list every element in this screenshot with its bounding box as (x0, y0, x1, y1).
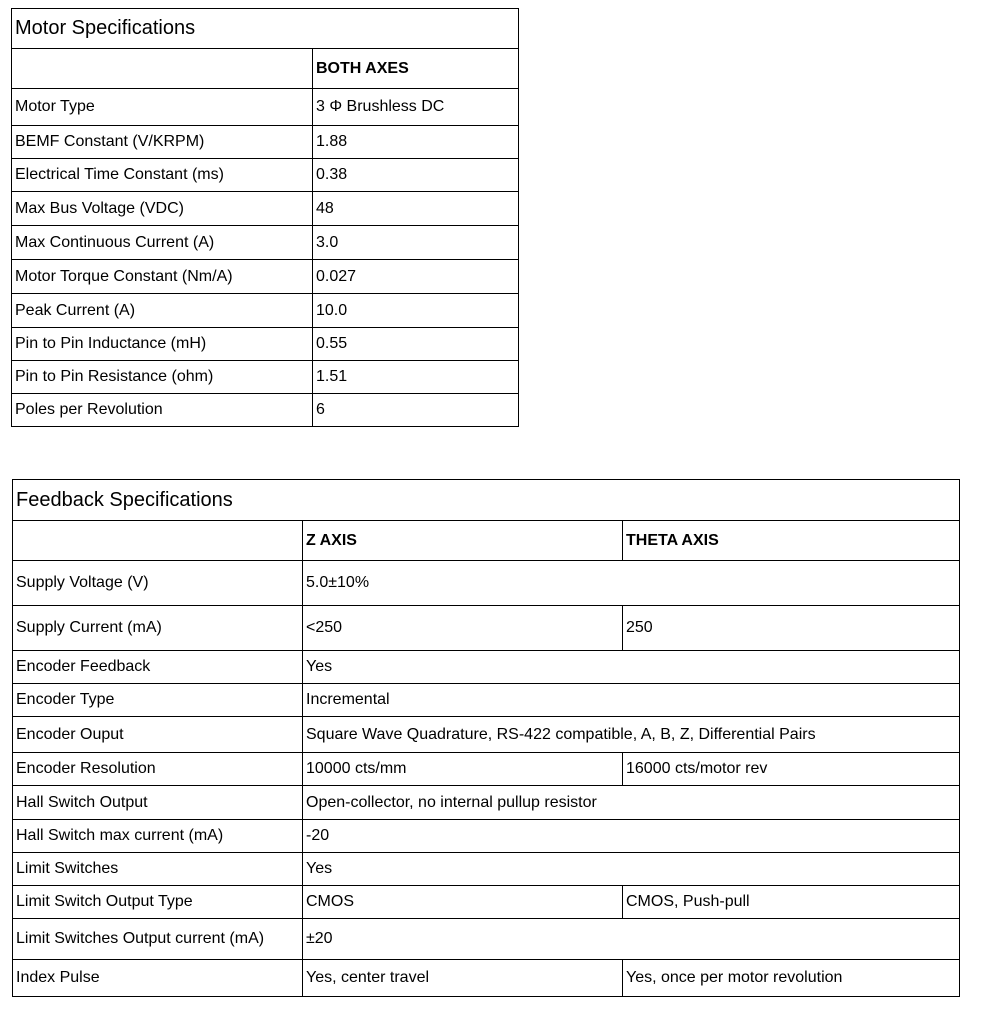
spec-label: BEMF Constant (V/KRPM) (12, 126, 313, 159)
spec-value: 48 (313, 192, 519, 226)
spec-label: Peak Current (A) (12, 294, 313, 328)
spec-label: Encoder Ouput (13, 717, 303, 753)
table-row (12, 294, 519, 328)
spec-label: Max Bus Voltage (VDC) (12, 192, 313, 226)
spec-value: 1.51 (313, 361, 519, 394)
spec-label: Encoder Resolution (13, 753, 303, 786)
table-row (13, 606, 960, 651)
spec-label: Supply Current (mA) (13, 606, 303, 651)
spec-value-z: CMOS (303, 886, 623, 919)
spec-label: Limit Switches (13, 853, 303, 886)
spec-label: Electrical Time Constant (ms) (12, 159, 313, 192)
spec-label: Motor Type (12, 89, 313, 126)
feedback-table-title: Feedback Specifications (13, 480, 960, 521)
motor-header-blank (12, 49, 313, 89)
spec-value-both: ±20 (303, 919, 960, 960)
spec-value-both: Incremental (303, 684, 960, 717)
spec-value-theta: 16000 cts/motor rev (623, 753, 960, 786)
table-row (13, 853, 960, 886)
table-row (13, 960, 960, 997)
spec-value-z: <250 (303, 606, 623, 651)
spec-value: 1.88 (313, 126, 519, 159)
table-row (12, 89, 519, 126)
spec-value: 3 Φ Brushless DC (313, 89, 519, 126)
feedback-specifications-table (12, 479, 960, 997)
spec-value-both: Open-collector, no internal pullup resistor (303, 786, 960, 820)
motor-specifications-table (11, 8, 519, 427)
spec-label: Pin to Pin Inductance (mH) (12, 328, 313, 361)
table-row (12, 394, 519, 427)
table-row (13, 820, 960, 853)
table-row (12, 361, 519, 394)
spec-value: 0.38 (313, 159, 519, 192)
spec-label: Supply Voltage (V) (13, 561, 303, 606)
spec-value: 10.0 (313, 294, 519, 328)
table-row (12, 159, 519, 192)
spec-label: Hall Switch Output (13, 786, 303, 820)
spec-value: 0.027 (313, 260, 519, 294)
table-row (12, 126, 519, 159)
table-row (13, 717, 960, 753)
spec-value-both: Yes (303, 853, 960, 886)
table-row (13, 786, 960, 820)
spec-label: Index Pulse (13, 960, 303, 997)
spec-label: Pin to Pin Resistance (ohm) (12, 361, 313, 394)
spec-label: Encoder Feedback (13, 651, 303, 684)
spec-label: Encoder Type (13, 684, 303, 717)
spec-value-theta: Yes, once per motor revolution (623, 960, 960, 997)
table-row (13, 651, 960, 684)
spec-label: Max Continuous Current (A) (12, 226, 313, 260)
feedback-header-theta-axis: THETA AXIS (623, 521, 960, 561)
table-row (12, 328, 519, 361)
table-row (12, 192, 519, 226)
feedback-header-z-axis: Z AXIS (303, 521, 623, 561)
table-row (13, 561, 960, 606)
motor-table-title: Motor Specifications (12, 9, 519, 49)
spec-value-both: -20 (303, 820, 960, 853)
spec-label: Hall Switch max current (mA) (13, 820, 303, 853)
spec-label: Limit Switch Output Type (13, 886, 303, 919)
spec-value-z: Yes, center travel (303, 960, 623, 997)
spec-value: 3.0 (313, 226, 519, 260)
spec-value: 0.55 (313, 328, 519, 361)
feedback-header-blank (13, 521, 303, 561)
spec-value-both: Square Wave Quadrature, RS-422 compatible, A, B, Z, Differential Pairs (303, 717, 960, 753)
table-row (13, 753, 960, 786)
table-row (13, 684, 960, 717)
table-row (13, 886, 960, 919)
spec-value-both: Yes (303, 651, 960, 684)
spec-label: Motor Torque Constant (Nm/A) (12, 260, 313, 294)
spec-value-theta: 250 (623, 606, 960, 651)
table-row (13, 919, 960, 960)
table-row (12, 226, 519, 260)
spec-value-theta: CMOS, Push-pull (623, 886, 960, 919)
table-row (12, 260, 519, 294)
motor-header-both-axes: BOTH AXES (313, 49, 519, 89)
spec-label: Limit Switches Output current (mA) (13, 919, 303, 960)
spec-value: 6 (313, 394, 519, 427)
spec-value-both: 5.0±10% (303, 561, 960, 606)
spec-value-z: 10000 cts/mm (303, 753, 623, 786)
spec-label: Poles per Revolution (12, 394, 313, 427)
